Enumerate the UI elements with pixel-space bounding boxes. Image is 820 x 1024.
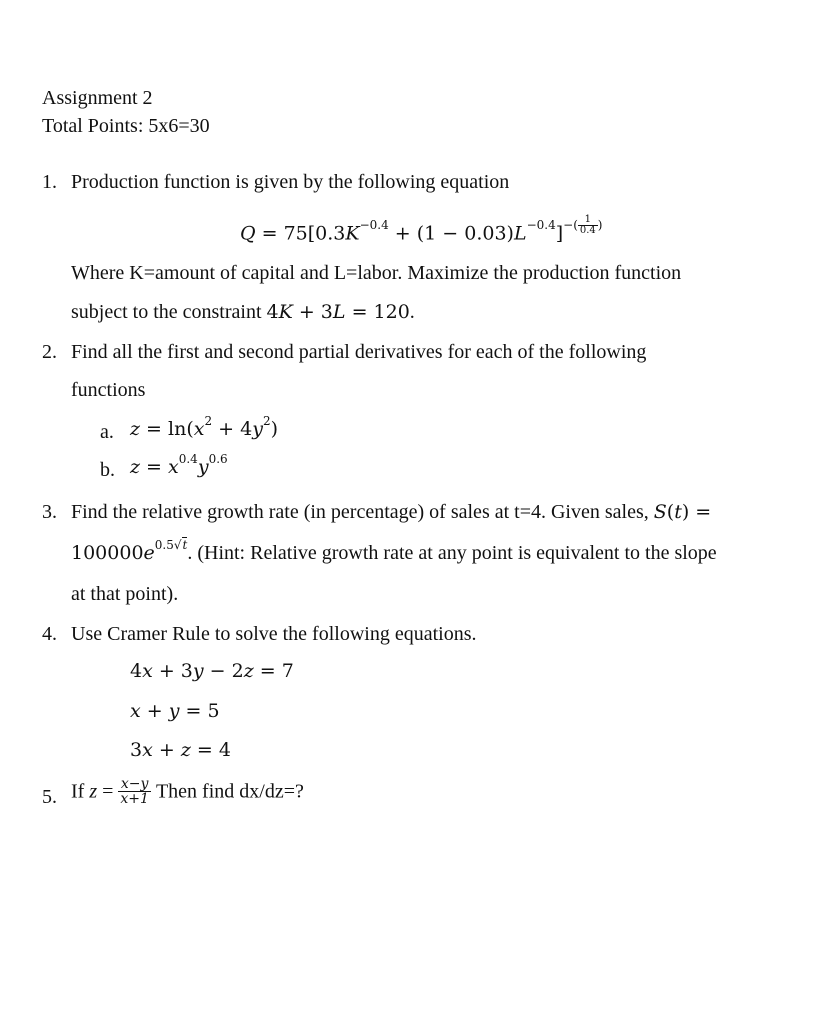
q2b-expression: $z = x^{0.4}y^{0.6}$ [130, 451, 228, 478]
assignment-title: Assignment 2 [42, 87, 153, 109]
q2-text-line2: functions [71, 379, 146, 401]
q4-text: Use Cramer Rule to solve the following equations. [71, 623, 477, 645]
q1-intro: Production function is given by the following equation [71, 171, 510, 193]
q2b-label: b. [100, 459, 115, 481]
q5-suffix: Then find dx/dz=? [155, 780, 304, 803]
q3-text-line2 [71, 537, 717, 564]
q1-equation: $Q = 75[0.3K^{-0.4} + (1 - 0.03)L^{-0.4}]^{-( \frac{1}{0.4} )}$ [240, 214, 603, 245]
q3-text: Find the relative growth rate (in percentage) of sales at t=4. Given sales, [71, 501, 649, 523]
q3-sales-function: S(t) = [653, 501, 712, 523]
q3-hint: . (Hint: Relative growth rate at any point is equivalent to the slope [187, 542, 717, 564]
q4-number: 4. [42, 623, 57, 645]
q3-sales-expression: $100000e^{0.5√t}$ [71, 537, 188, 564]
q5-fraction [118, 777, 151, 806]
q5-text [71, 777, 304, 806]
q1-text-suffix: . [409, 301, 415, 323]
q4-equation-1: 4x + 3y − 2z = 7 [130, 660, 294, 682]
q2-number: 2. [42, 341, 57, 363]
q5-number: 5. [42, 786, 57, 808]
q5-numerator: x−y [118, 777, 151, 792]
q2a-expression: $z = \ln(x^2 + 4y^2)$ [130, 413, 278, 440]
q4-equation-2: x + y = 5 [130, 700, 220, 722]
q1-text-line2 [71, 302, 415, 322]
q2-text-line1: Find all the first and second partial derivatives for each of the following [71, 341, 647, 363]
q3-text-line1 [71, 502, 711, 522]
q1-number: 1. [42, 171, 57, 193]
q5-prefix: If z = [71, 780, 114, 803]
q3-number: 3. [42, 501, 57, 523]
q5-denominator: x+1 [120, 791, 149, 807]
q3-text-line3: at that point). [71, 583, 179, 605]
q2a-label: a. [100, 421, 114, 443]
q1-constraint: 4K + 3L = 120 [266, 301, 410, 323]
q4-equation-3: 3x + z = 4 [130, 739, 231, 761]
q1-text-prefix: subject to the constraint [71, 301, 267, 323]
q1-text-line1: Where K=amount of capital and L=labor. Maximize the production function [71, 262, 682, 284]
total-points: Total Points: 5x6=30 [42, 115, 210, 137]
